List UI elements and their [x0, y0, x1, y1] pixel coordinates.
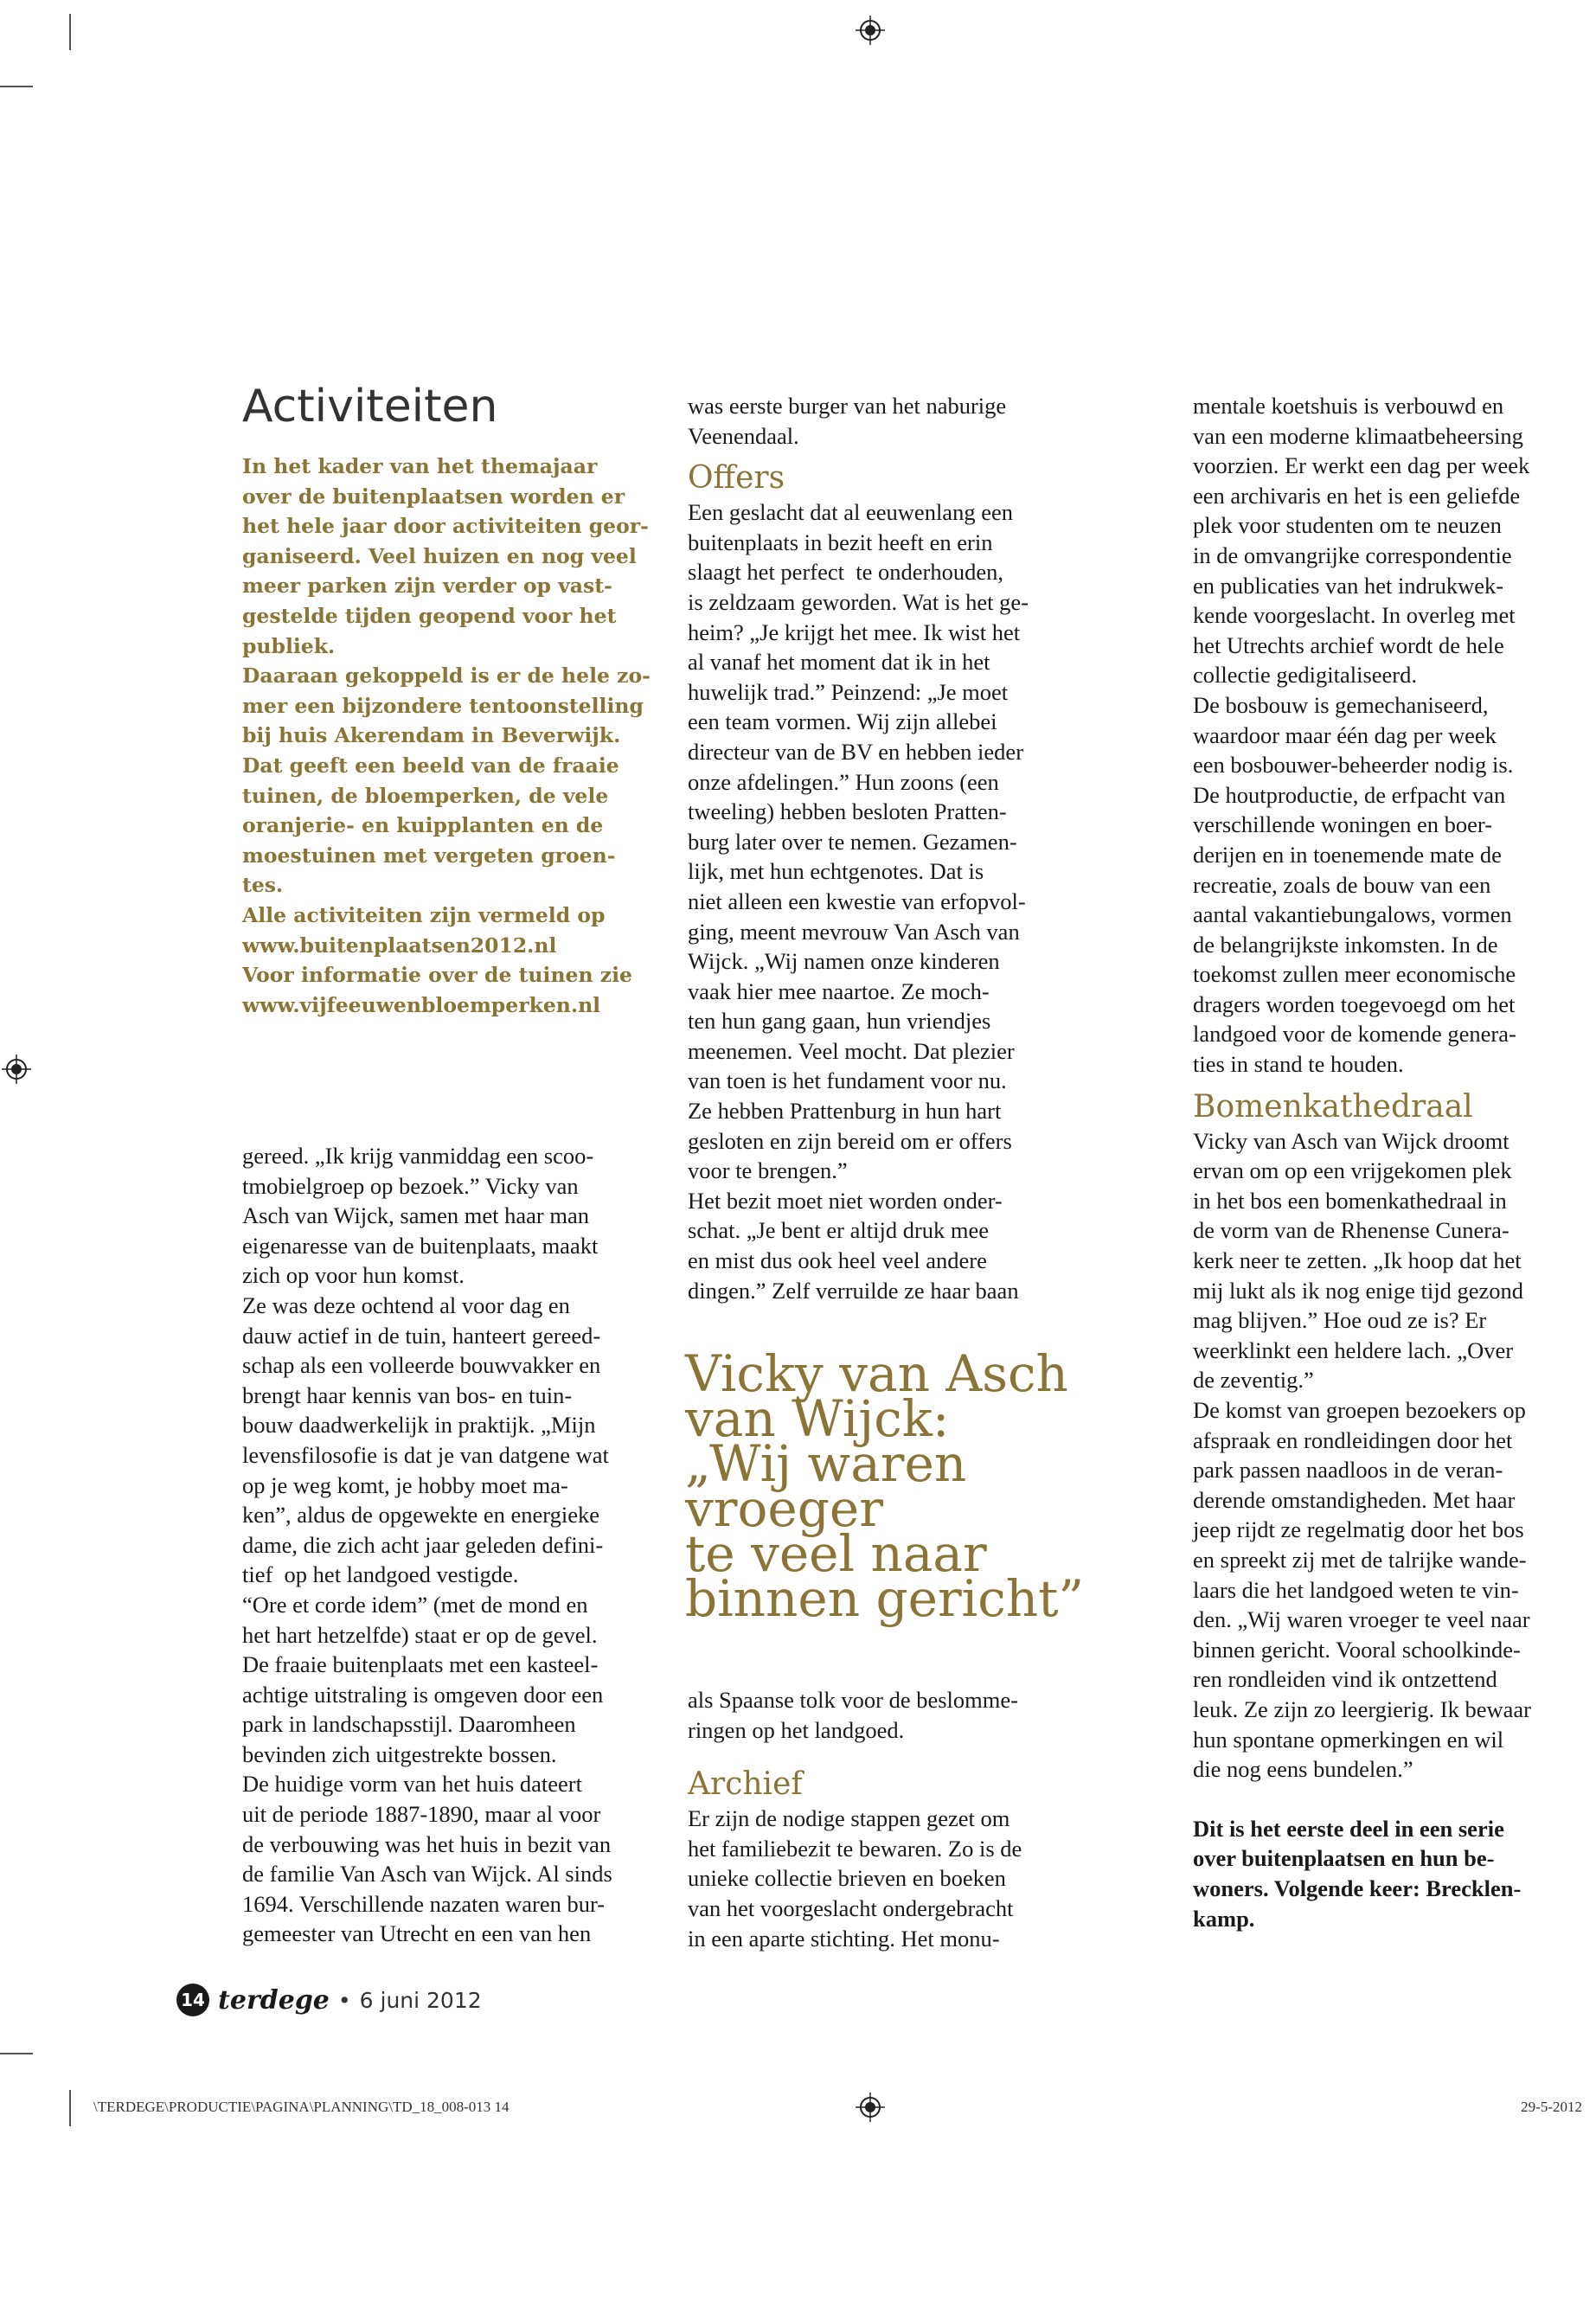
text-line: ten hun gang gaan, hun vriendjes [688, 1008, 991, 1035]
text-line: achtige uitstraling is omgeven door een [242, 1681, 604, 1708]
text-line: en publicaties van het indrukwek- [1193, 572, 1504, 599]
text-line: de verbouwing was het huis in bezit van [242, 1830, 612, 1857]
section-heading-offers: Offers [688, 460, 785, 497]
crop-mark [69, 14, 71, 50]
text-line: Asch van Wijck, samen met haar man [242, 1202, 589, 1229]
sidebar-line: het hele jaar door activiteiten geor- [242, 514, 649, 539]
text-line: tweeling) hebben besloten Pratten- [688, 798, 1007, 825]
text-line: ken”, aldus de opgewekte en energieke [242, 1502, 600, 1529]
text-line: dingen.” Zelf verruilde ze haar baan [688, 1277, 1019, 1304]
sidebar-line: meer parken zijn verder op vast- [242, 574, 612, 599]
text-line: bevinden zich uitgestrekte bossen. [242, 1740, 557, 1767]
text-line: De fraaie buitenplaats met een kasteel- [242, 1651, 599, 1678]
text-line: gesloten en zijn bereid om er offers [688, 1127, 1012, 1154]
article-column-2-lower [688, 1685, 1022, 1953]
text-line: directeur van de BV en hebben ieder [688, 738, 1024, 765]
text-line: vaak hier mee naartoe. Ze moch- [688, 977, 990, 1004]
text-line: als Spaanse tolk voor de beslomme- [688, 1687, 1018, 1713]
text-line: huwelijk trad.” Peinzend: „Je moet [688, 678, 1009, 705]
text-line: park in landschapsstijl. Daaromheen [242, 1711, 576, 1738]
closing-line: woners. Volgende keer: Brecklen- [1193, 1875, 1522, 1901]
text-line: voorzien. Er werkt een dag per week [1193, 452, 1530, 479]
sidebar-title: Activiteiten [242, 381, 498, 433]
text-line: Wijck. „Wij namen onze kinderen [688, 948, 1000, 975]
text-line: De huidige vorm van het huis dateert [242, 1771, 582, 1798]
text-line: hun spontane opmerkingen en wil [1193, 1726, 1504, 1753]
text-line: dame, die zich acht jaar geleden defini- [242, 1531, 604, 1558]
pull-quote-line: vroeger [685, 1479, 883, 1538]
text-line: die nog eens bundelen.” [1193, 1756, 1413, 1783]
issue-date: 6 juni 2012 [359, 1987, 482, 2013]
text-line: lijk, met hun echtgenotes. Dat is [688, 858, 984, 885]
section-heading-archief: Archief [688, 1766, 803, 1803]
sidebar-line: ganiseerd. Veel huizen en nog veel [242, 543, 637, 568]
text-line: slaagt het perfect te onderhouden, [688, 559, 1003, 586]
magazine-logo: terdege [218, 1984, 330, 2016]
text-line: is zeldzaam geworden. Wat is het ge- [688, 588, 1029, 615]
text-line: park passen naadloos in de veran- [1193, 1457, 1503, 1484]
sidebar-line: Daaraan gekoppeld is er de hele zo- [242, 663, 651, 689]
article-column-2 [688, 391, 1029, 1305]
text-line: landgoed voor de komende genera- [1193, 1021, 1516, 1048]
text-line: derijen en in toenemende mate de [1193, 841, 1502, 868]
text-line: bouw daadwerkelijk in praktijk. „Mijn [242, 1412, 596, 1439]
text-line: in het bos een bomenkathedraal in [1193, 1187, 1507, 1214]
text-line: de vorm van de Rhenense Cunera- [1193, 1217, 1509, 1244]
sidebar-line: Alle activiteiten zijn vermeld op [242, 902, 606, 927]
text-line: Vicky van Asch van Wijck droomt [1193, 1127, 1509, 1154]
text-line: ging, meent mevrouw Van Asch van [688, 918, 1020, 945]
text-line: collectie gedigitaliseerd. [1193, 662, 1417, 689]
text-line: van het voorgeslacht ondergebracht [688, 1894, 1014, 1921]
sidebar-line: moestuinen met vergeten groen- [242, 843, 616, 868]
registration-mark-icon [2, 1054, 31, 1084]
text-line: gereed. „Ik krijg vanmiddag een scoo- [242, 1143, 594, 1169]
text-line: Het bezit moet niet worden onder- [688, 1187, 1003, 1214]
text-line: en spreekt zij met de talrijke wande- [1193, 1546, 1527, 1573]
text-line: Ze was deze ochtend al voor dag en [242, 1292, 570, 1318]
text-line: een archivaris en het is een geliefde [1193, 482, 1521, 509]
text-line: weerklinkt een heldere lach. „Over [1193, 1336, 1514, 1363]
text-line: het Utrechts archief wordt de hele [1193, 631, 1504, 658]
text-line: De bosbouw is gemechaniseerd, [1193, 691, 1489, 718]
text-line: buitenplaats in bezit heeft en erin [688, 529, 993, 555]
sidebar-line: In het kader van het themajaar [242, 454, 598, 478]
text-line: een bosbouwer-beheerder nodig is. [1193, 752, 1514, 779]
footer-bullet: • [337, 1987, 351, 2013]
text-line: zich op voor hun komst. [242, 1262, 465, 1289]
page-number: 14 [176, 1984, 209, 2016]
sidebar-line: tuinen, de bloemperken, de vele [242, 783, 609, 808]
text-line: al vanaf het moment dat ik in het [688, 649, 990, 676]
text-line: Veenendaal. [688, 422, 799, 449]
text-line: eigenaresse van de buitenplaats, maakt [242, 1232, 599, 1259]
closing-line: Dit is het eerste deel in een serie [1193, 1815, 1504, 1842]
sidebar-line: Dat geeft een beeld van de fraaie [242, 753, 619, 778]
pull-quote-line: „Wij waren [685, 1434, 967, 1493]
text-line: dragers worden toegevoegd om het [1193, 990, 1516, 1017]
text-line: van een moderne klimaatbeheersing [1193, 422, 1523, 449]
sidebar-line: www.buitenplaatsen2012.nl [242, 933, 557, 958]
text-line: dauw actief in de tuin, hanteert gereed- [242, 1322, 601, 1349]
text-line: op je weg komt, je hobby moet ma- [242, 1471, 568, 1498]
text-line: mag blijven.” Hoe oud ze is? Er [1193, 1307, 1487, 1334]
text-line: de belangrijkste inkomsten. In de [1193, 931, 1498, 958]
text-line: binnen gericht. Vooral schoolkinde- [1193, 1636, 1521, 1663]
text-line: afspraak en rondleidingen door het [1193, 1426, 1513, 1453]
sidebar-line: www.vijfeeuwenbloemperken.nl [242, 992, 601, 1017]
crop-mark [0, 86, 33, 87]
text-line: mentale koetshuis is verbouwd en [1193, 393, 1504, 419]
crop-mark [0, 2053, 33, 2054]
text-line: burg later over te nemen. Gezamen- [688, 828, 1017, 855]
text-line: en mist dus ook heel veel andere [688, 1247, 987, 1274]
text-line: Een geslacht dat al eeuwenlang een [688, 499, 1013, 526]
text-line: jeep rijdt ze regelmatig door het bos [1193, 1516, 1524, 1543]
slug-path: \TERDEGE\PRODUCTIE\PAGINA\PLANNING\TD_18_008-013 14 [93, 2099, 510, 2115]
text-line: in een aparte stichting. Het monu- [688, 1925, 1000, 1952]
text-line: leuk. Ze zijn zo leergierig. Ik bewaar [1193, 1695, 1531, 1722]
text-line: meenemen. Veel mocht. Dat plezier [688, 1037, 1015, 1064]
pull-quote-line: binnen gericht” [685, 1569, 1085, 1628]
text-line: was eerste burger van het naburige [688, 393, 1007, 419]
text-line: brengt haar kennis van bos- en tuin- [242, 1381, 573, 1408]
text-line: plek voor studenten om te neuzen [1193, 512, 1502, 539]
text-line: Ze hebben Prattenburg in hun hart [688, 1098, 1002, 1125]
pull-quote [685, 1344, 1085, 1628]
registration-mark-icon [856, 16, 885, 45]
text-line: de zeventig.” [1193, 1367, 1314, 1394]
text-line: het familiebezit te bewaren. Zo is de [688, 1835, 1022, 1862]
text-line: de familie Van Asch van Wijck. Al sinds [242, 1861, 612, 1888]
sidebar-line: Voor informatie over de tuinen zie [242, 963, 632, 988]
sidebar-line: gestelde tijden geopend voor het [242, 603, 617, 628]
pull-quote-line: van Wijck: [685, 1389, 950, 1448]
text-line: verschillende woningen en boer- [1193, 811, 1493, 838]
sidebar-line: bij huis Akerendam in Beverwijk. [242, 723, 621, 748]
text-line: ren rondleiden vind ik ontzettend [1193, 1666, 1497, 1693]
text-line: ringen op het landgoed. [688, 1716, 905, 1743]
text-line: niet alleen een kwestie van erfopvol- [688, 888, 1026, 914]
text-line: ties in stand te houden. [1193, 1051, 1404, 1078]
text-line: den. „Wij waren vroeger te veel naar [1193, 1606, 1530, 1633]
text-line: gemeester van Utrecht en een van hen [242, 1920, 592, 1947]
text-line: schap als een volleerde bouwvakker en [242, 1352, 601, 1379]
sidebar-text [242, 452, 651, 1020]
registration-mark-icon [856, 2093, 885, 2122]
text-line: waardoor maar één dag per week [1193, 721, 1497, 748]
text-line: De komst van groepen bezoekers op [1193, 1397, 1526, 1423]
text-line: kende voorgeslacht. In overleg met [1193, 602, 1516, 629]
text-line: tief op het landgoed vestigde. [242, 1561, 519, 1588]
text-line: van toen is het fundament voor nu. [688, 1067, 1007, 1094]
text-line: levensfilosofie is dat je van datgene wat [242, 1441, 609, 1468]
sidebar-line: over de buitenplaatsen worden er [242, 484, 625, 509]
text-line: De houtproductie, de erfpacht van [1193, 781, 1506, 808]
text-line: toekomst zullen meer economische [1193, 961, 1516, 988]
section-heading-bomenkathedraal: Bomenkathedraal [1193, 1088, 1473, 1125]
sidebar-line: oranjerie- en kuipplanten en de [242, 813, 604, 838]
text-line: onze afdelingen.” Hun zoons (een [688, 768, 999, 795]
text-line: schat. „Je bent er altijd druk mee [688, 1217, 990, 1244]
text-line: recreatie, zoals de bouw van een [1193, 871, 1491, 898]
text-line: voor te brengen.” [688, 1157, 848, 1184]
text-line: unieke collectie brieven en boeken [688, 1865, 1006, 1892]
text-line: aantal vakantiebungalows, vormen [1193, 901, 1512, 928]
text-line: een team vormen. Wij zijn allebei [688, 708, 997, 735]
closing-line: over buitenplaatsen en hun be- [1193, 1845, 1495, 1872]
pull-quote-line: te veel naar [685, 1524, 987, 1583]
sidebar-line: mer een bijzondere tentoonstelling [242, 693, 644, 718]
text-line: “Ore et corde idem” (met de mond en [242, 1591, 588, 1618]
text-line: kerk neer te zetten. „Ik hoop dat het [1193, 1247, 1522, 1274]
closing-line: kamp. [1193, 1905, 1255, 1932]
article-column-3 [1193, 391, 1531, 1933]
text-line: in de omvangrijke correspondentie [1193, 542, 1512, 568]
crop-mark [69, 2090, 71, 2126]
slug-date: 29-5-2012 [1521, 2099, 1582, 2115]
text-line: het hart hetzelfde) staat er op de gevel. [242, 1621, 598, 1648]
sidebar-line: tes. [242, 873, 284, 898]
text-line: Er zijn de nodige stappen gezet om [688, 1805, 1010, 1832]
article-column-1 [242, 1141, 612, 1949]
text-line: derende omstandigheden. Met haar [1193, 1486, 1516, 1513]
text-line: 1694. Verschillende nazaten waren bur- [242, 1890, 606, 1917]
text-line: heim? „Je krijgt het mee. Ik wist het [688, 619, 1021, 645]
text-line: laars die het landgoed weten te vin- [1193, 1576, 1519, 1603]
sidebar-line: publiek. [242, 633, 336, 658]
text-line: ervan om op een vrijgekomen plek [1193, 1157, 1512, 1184]
page-footer [176, 1984, 482, 2016]
text-line: uit de periode 1887-1890, maar al voor [242, 1801, 601, 1828]
text-line: mij lukt als ik nog enige tijd gezond [1193, 1277, 1523, 1304]
text-line: tmobielgroep op bezoek.” Vicky van [242, 1172, 579, 1199]
pull-quote-line: Vicky van Asch [685, 1344, 1068, 1403]
